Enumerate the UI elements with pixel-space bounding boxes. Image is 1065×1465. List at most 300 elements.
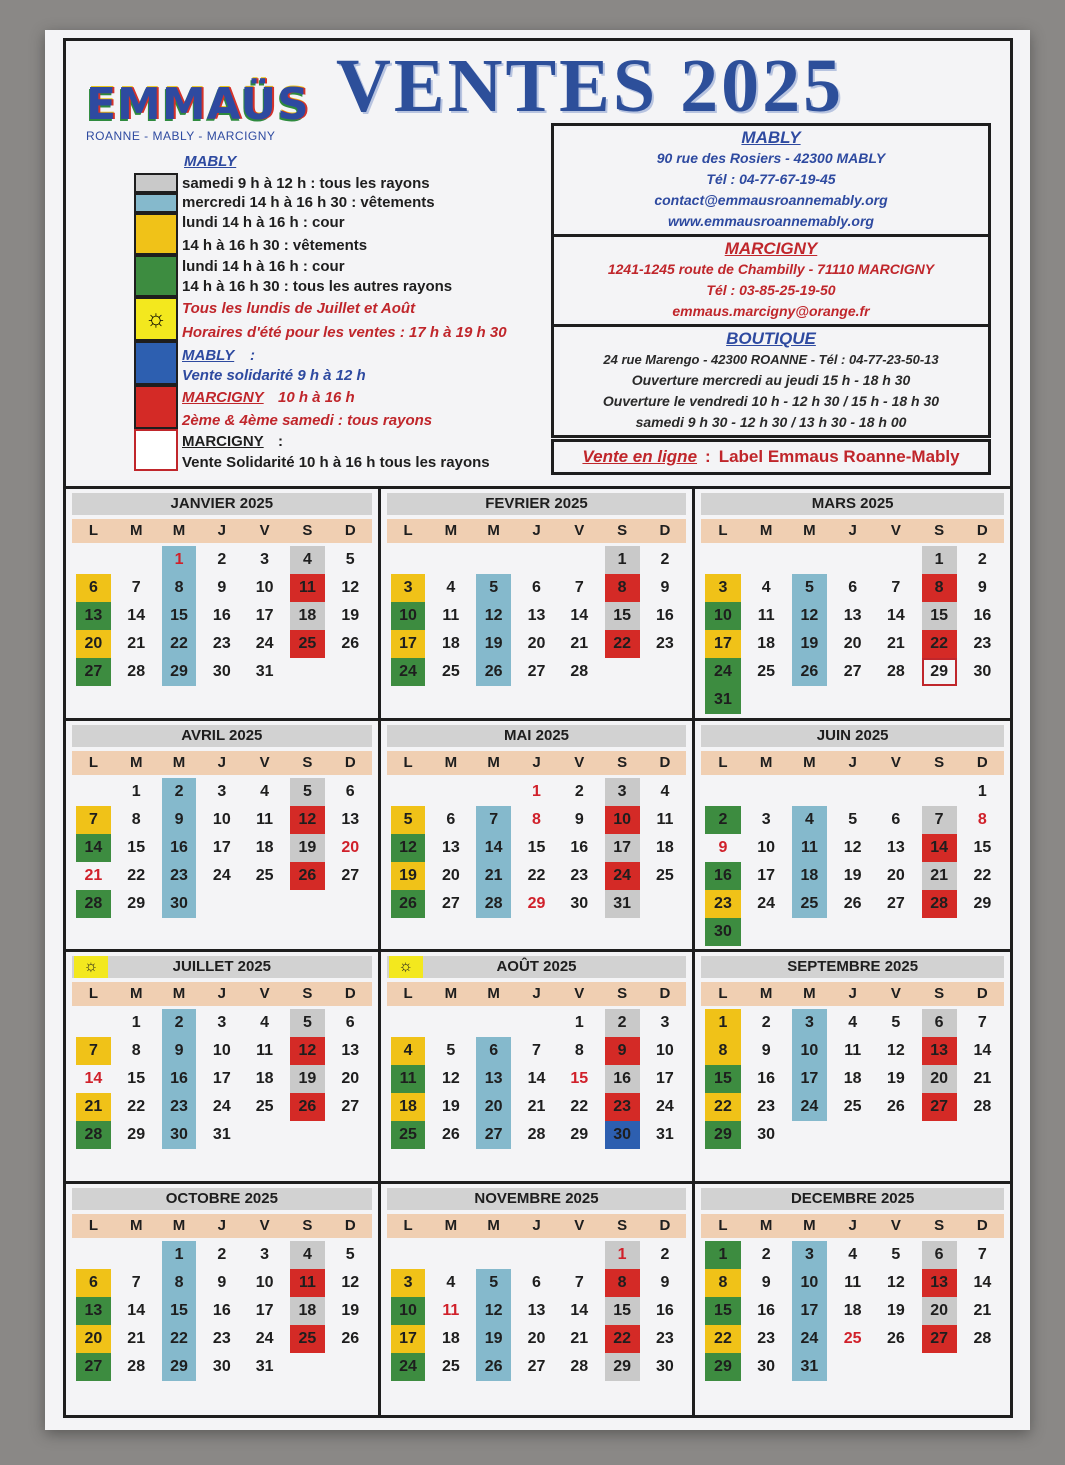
empty-cell <box>387 1009 430 1037</box>
day-cell: 17 <box>792 1297 827 1325</box>
day-cell: 9 <box>217 1273 227 1291</box>
day-cell: 27 <box>76 1353 111 1381</box>
weekday-header <box>387 751 687 775</box>
day-cell: 26 <box>843 894 862 912</box>
day-cell: 27 <box>922 1325 957 1353</box>
online-sale-separator: : <box>705 447 711 466</box>
day-cell: 14 <box>127 1301 146 1319</box>
day-cell: 29 <box>705 1353 740 1381</box>
weekday-label: V <box>890 753 901 771</box>
weekday-label: M <box>487 1216 500 1234</box>
empty-cell <box>387 546 430 574</box>
day-cell: 7 <box>131 579 141 596</box>
day-cell: 14 <box>886 607 905 624</box>
day-cell: 18 <box>792 862 827 890</box>
day-cell: 3 <box>605 778 640 806</box>
month-title <box>72 1188 372 1210</box>
empty-cell <box>558 1241 601 1269</box>
day-grid <box>387 1241 687 1381</box>
day-cell: 14 <box>76 834 111 862</box>
day-cell: 24 <box>705 658 740 686</box>
day-cell: 19 <box>441 1098 460 1115</box>
day-cell: 10 <box>255 579 274 596</box>
day-cell: 22 <box>127 1098 146 1115</box>
day-cell: 9 <box>162 806 197 834</box>
day-cell: 10 <box>212 1042 231 1059</box>
weekday-label: D <box>344 1216 356 1234</box>
month-name: DECEMBRE 2025 <box>790 1189 915 1207</box>
day-cell: 3 <box>391 574 426 602</box>
day-cell: 27 <box>341 1098 360 1115</box>
day-cell: 4 <box>391 1037 426 1065</box>
day-cell: 17 <box>656 1070 674 1087</box>
legend-item: 2ème & 4ème samedi : tous rayons <box>182 412 433 429</box>
day-cell: 3 <box>260 551 270 568</box>
day-cell: 4 <box>260 1014 270 1031</box>
day-cell: 19 <box>886 1070 905 1087</box>
day-cell: 31 <box>705 686 740 714</box>
weekday-label: D <box>344 753 356 771</box>
day-cell: 23 <box>757 1329 776 1347</box>
day-cell: 19 <box>391 862 426 890</box>
day-cell: 14 <box>527 1070 546 1087</box>
day-cell: 9 <box>660 579 670 596</box>
month-title <box>72 725 372 747</box>
day-cell: 10 <box>212 810 231 828</box>
day-cell: 1 <box>705 1009 740 1037</box>
swatch-green <box>134 255 178 297</box>
day-cell: 12 <box>476 1297 511 1325</box>
day-cell: 26 <box>290 1093 325 1121</box>
day-cell: 20 <box>341 838 360 856</box>
day-cell: 11 <box>256 1042 274 1059</box>
day-cell: 17 <box>391 1325 426 1353</box>
day-cell: 6 <box>532 1273 541 1291</box>
day-cell: 7 <box>76 1037 111 1065</box>
day-cell: 5 <box>290 1009 325 1037</box>
email-link[interactable]: contact@emmausroannemably.org <box>654 192 888 208</box>
day-cell: 3 <box>761 810 771 828</box>
day-cell: 12 <box>341 579 360 596</box>
month-title <box>387 493 687 515</box>
weekday-label: D <box>976 1216 988 1234</box>
weekday-label: V <box>574 753 585 771</box>
day-cell: 2 <box>705 806 740 834</box>
empty-cell <box>429 778 472 806</box>
day-cell: 10 <box>391 602 426 630</box>
day-cell: 15 <box>605 602 640 630</box>
month-calendar <box>66 721 381 953</box>
day-cell: 2 <box>605 1009 640 1037</box>
month-title <box>72 956 372 978</box>
weekday-label: M <box>444 985 458 1002</box>
day-cell: 7 <box>76 806 111 834</box>
weekday-label: V <box>574 1216 585 1234</box>
day-cell: 4 <box>260 782 270 800</box>
day-cell: 29 <box>527 894 546 912</box>
month-title <box>387 956 687 978</box>
day-cell: 16 <box>162 1065 197 1093</box>
month-calendar <box>66 952 381 1184</box>
day-cell: 13 <box>527 1301 546 1319</box>
empty-cell <box>831 546 874 574</box>
weekday-label: J <box>532 753 541 771</box>
day-cell: 7 <box>574 1273 584 1291</box>
day-cell: 27 <box>527 1357 546 1375</box>
day-grid <box>701 1241 1004 1381</box>
info-line: samedi 9 h 30 - 12 h 30 / 13 h 30 - 18 h 00 <box>635 414 907 430</box>
header: EMMAÜS ROANNE - MABLY - MARCIGNY VENTES 2025 MABLY ☼ samedi 9 h à 12 h : tous les rayons mercredi 14 h à 16 h 30 : vêtements lundi 14 h à 16 h : cour 14 h à 16 h 30 : vêtements lundi 14 h à 16 h : cour 14 h à 16 h 30 : tous les autres rayons Tous les lundis de Juillet et Août Horaires d'été pour les ventes : 17 h à 19 h 30 MABLY : Vente solidarité 9 h à 12 h MARCIGNY 10 h à 16 h 2ème & 4ème samedi : tous rayons MARCIGNY : Vente Solidarité 10 h à 16 h tous les rayons MABLY 90 rue des Rosiers - 42300 MABLY Tél : 04-77-67-19-45 contact@emmausroannemably.org www.emmausroannemably.org MARCIGNY 1241-1245 route de Chambilly - 71110 MARCIGNY Tél : 03-85-25-19-50 emmaus.marcigny@orange.fr BOUTIQUE 24 rue Marengo - 42300 ROANNE - Tél : 04-77-23-50-13 Ouverture mercredi au jeudi 15 h - 18 h 30 Ouverture le vendredi 10 h - 12 h 30 / 15 h - 18 h 30 samedi 9 h 30 - 12 h 30 / 13 h 30 - 18 h 00 Vente en ligne : Label Emmaus Roanne-Mably <box>66 41 1010 486</box>
legend-item: 14 h à 16 h 30 : vêtements <box>182 237 368 254</box>
day-cell: 18 <box>255 838 274 856</box>
day-cell: 17 <box>212 1070 231 1087</box>
month-name: FEVRIER 2025 <box>485 495 588 512</box>
day-cell: 26 <box>341 1329 360 1347</box>
empty-cell <box>918 778 961 806</box>
day-cell: 13 <box>886 838 905 856</box>
empty-cell <box>515 1009 558 1037</box>
emmaus-logo <box>86 79 326 143</box>
day-cell: 9 <box>605 1037 640 1065</box>
day-cell: 20 <box>843 635 862 652</box>
day-cell: 29 <box>162 1353 197 1381</box>
day-cell: 2 <box>574 782 584 800</box>
weekday-header <box>72 519 372 543</box>
day-cell: 6 <box>476 1037 511 1065</box>
day-cell: 20 <box>76 1325 111 1353</box>
empty-cell <box>701 546 744 574</box>
day-cell: 8 <box>162 574 197 602</box>
day-cell: 8 <box>532 810 541 828</box>
day-cell: 30 <box>705 918 740 946</box>
day-cell: 9 <box>761 1042 771 1059</box>
day-cell: 22 <box>127 866 146 884</box>
day-cell: 26 <box>476 1353 511 1381</box>
day-cell: 20 <box>527 1329 546 1347</box>
day-cell: 1 <box>705 1241 740 1269</box>
month-name: OCTOBRE 2025 <box>165 1189 278 1207</box>
day-cell: 4 <box>848 1245 858 1263</box>
day-cell: 27 <box>843 663 862 680</box>
day-cell: 23 <box>162 862 197 890</box>
day-cell: 10 <box>656 1042 674 1059</box>
weekday-label: J <box>532 522 541 539</box>
calendar-grid <box>66 486 1010 1415</box>
day-cell: 30 <box>212 1357 231 1375</box>
day-cell: 12 <box>441 1070 460 1087</box>
day-cell: 13 <box>922 1037 957 1065</box>
info-line: 24 rue Marengo - 42300 ROANNE - Tél : 04-77-23-50-13 <box>603 352 939 367</box>
day-cell: 17 <box>705 630 740 658</box>
weekday-label: V <box>890 522 901 539</box>
day-cell: 29 <box>127 1126 146 1143</box>
day-grid <box>72 1009 372 1149</box>
day-cell: 23 <box>757 1098 776 1115</box>
day-cell: 18 <box>757 635 776 652</box>
calendar-sheet <box>45 30 1030 1430</box>
day-cell: 13 <box>441 838 460 856</box>
day-cell: 29 <box>605 1353 640 1381</box>
weekday-label: M <box>129 1216 143 1234</box>
day-cell: 12 <box>792 602 827 630</box>
weekday-label: V <box>259 522 270 539</box>
day-cell: 1 <box>574 1014 584 1031</box>
day-cell: 22 <box>527 866 546 884</box>
day-cell: 10 <box>255 1273 274 1291</box>
online-sale-label: Vente en ligne <box>582 447 698 466</box>
day-cell: 7 <box>476 806 511 834</box>
day-cell: 9 <box>977 579 987 596</box>
weekday-label: S <box>617 522 628 539</box>
empty-cell <box>72 778 115 806</box>
legend-item: Tous les lundis de Juillet et Août <box>182 300 416 317</box>
day-cell: 2 <box>761 1245 771 1263</box>
email-link[interactable]: emmaus.marcigny@orange.fr <box>672 303 870 319</box>
day-grid <box>387 1009 687 1149</box>
day-cell: 28 <box>973 1329 992 1347</box>
day-cell: 27 <box>476 1121 511 1149</box>
day-cell: 12 <box>290 806 325 834</box>
day-cell: 19 <box>290 834 325 862</box>
weekday-header <box>701 519 1004 543</box>
day-cell: 31 <box>792 1353 827 1381</box>
weekday-label: M <box>129 753 143 771</box>
weekday-label: M <box>172 753 186 771</box>
day-cell: 19 <box>341 607 360 624</box>
day-cell: 22 <box>922 630 957 658</box>
day-cell: 26 <box>792 658 827 686</box>
day-cell: 7 <box>922 806 957 834</box>
month-calendar <box>381 721 696 953</box>
day-cell: 25 <box>843 1329 862 1347</box>
month-title <box>387 1188 687 1210</box>
day-cell: 26 <box>886 1098 905 1115</box>
day-cell: 30 <box>757 1126 776 1143</box>
info-boutique-title: BOUTIQUE <box>726 329 816 348</box>
empty-cell <box>72 1241 115 1269</box>
month-title <box>72 493 372 515</box>
day-cell: 28 <box>570 663 589 680</box>
day-cell: 8 <box>574 1042 584 1059</box>
day-cell: 25 <box>255 866 274 884</box>
day-cell: 22 <box>705 1325 740 1353</box>
day-cell: 21 <box>527 1098 546 1115</box>
weekday-label: V <box>574 985 585 1002</box>
empty-cell <box>72 546 115 574</box>
day-cell: 6 <box>891 810 901 828</box>
day-cell: 14 <box>476 834 511 862</box>
day-cell: 30 <box>570 894 589 912</box>
day-cell: 25 <box>843 1098 862 1115</box>
month-name: MAI 2025 <box>503 726 570 744</box>
day-cell: 28 <box>973 1098 992 1115</box>
weekday-label: J <box>532 1216 541 1234</box>
day-cell: 15 <box>127 838 146 856</box>
day-cell: 10 <box>757 838 776 856</box>
day-cell: 16 <box>605 1065 640 1093</box>
day-cell: 1 <box>605 546 640 574</box>
day-grid <box>701 778 1004 946</box>
day-cell: 3 <box>217 782 227 800</box>
info-line: 1241-1245 route de Chambilly - 71110 MARCIGNY <box>607 261 935 277</box>
weekday-label: M <box>172 1216 186 1234</box>
day-cell: 9 <box>660 1273 670 1291</box>
info-line: Ouverture le vendredi 10 h - 12 h 30 / 15 h - 18 h 30 <box>602 393 940 409</box>
day-cell: 31 <box>656 1126 674 1143</box>
day-cell: 11 <box>442 1301 460 1319</box>
day-cell: 28 <box>570 1357 589 1375</box>
day-cell: 26 <box>341 635 360 652</box>
empty-cell <box>72 1009 115 1037</box>
day-cell: 18 <box>391 1093 426 1121</box>
month-title <box>387 725 687 747</box>
day-cell: 3 <box>792 1241 827 1269</box>
day-cell: 2 <box>977 551 987 568</box>
day-grid <box>701 546 1004 714</box>
day-cell: 27 <box>527 663 546 680</box>
day-cell: 18 <box>441 635 460 652</box>
online-sale <box>551 439 991 475</box>
day-cell: 12 <box>290 1037 325 1065</box>
day-cell: 13 <box>476 1065 511 1093</box>
sun-icon: ☼ <box>134 297 178 341</box>
day-cell: 26 <box>886 1329 905 1347</box>
day-cell: 29 <box>570 1126 589 1143</box>
day-cell: 20 <box>476 1093 511 1121</box>
day-cell: 14 <box>570 607 589 624</box>
empty-cell <box>387 1241 430 1269</box>
day-cell: 19 <box>341 1301 360 1319</box>
weekday-label: V <box>259 753 270 771</box>
day-cell: 11 <box>757 607 775 624</box>
month-calendar <box>695 721 1010 953</box>
day-cell: 31 <box>212 1126 231 1143</box>
day-cell: 21 <box>570 635 589 652</box>
weekday-label: M <box>759 522 773 539</box>
month-name: JANVIER 2025 <box>170 495 274 512</box>
day-cell: 4 <box>446 579 456 596</box>
day-cell: 20 <box>341 1070 360 1087</box>
day-cell: 27 <box>341 866 360 884</box>
online-sale-value[interactable]: Label Emmaus Roanne-Mably <box>718 447 960 466</box>
day-cell: 25 <box>792 890 827 918</box>
weekday-header <box>72 982 372 1006</box>
day-cell: 16 <box>973 607 992 624</box>
legend-item: lundi 14 h à 16 h : cour <box>182 214 345 231</box>
day-cell: 28 <box>527 1126 546 1143</box>
day-cell: 16 <box>162 834 197 862</box>
day-cell: 20 <box>76 630 111 658</box>
day-cell: 17 <box>792 1065 827 1093</box>
info-marcigny <box>554 237 988 327</box>
day-cell: 19 <box>792 630 827 658</box>
day-cell: 13 <box>843 607 862 624</box>
day-cell: 21 <box>570 1329 589 1347</box>
day-cell: 5 <box>345 1245 355 1263</box>
day-cell: 1 <box>162 546 197 574</box>
weekday-label: D <box>659 985 671 1002</box>
day-cell: 12 <box>886 1042 905 1059</box>
day-cell: 18 <box>290 602 325 630</box>
day-cell: 23 <box>705 890 740 918</box>
legend-item: lundi 14 h à 16 h : cour <box>182 258 345 275</box>
weekday-label: M <box>803 1216 816 1234</box>
weekday-label: D <box>344 985 356 1002</box>
weekday-label: S <box>934 985 945 1002</box>
day-cell: 16 <box>656 607 674 624</box>
day-cell: 17 <box>255 1301 274 1319</box>
day-cell: 2 <box>660 1245 670 1263</box>
day-cell: 11 <box>391 1065 426 1093</box>
day-cell: 30 <box>605 1121 640 1149</box>
weekday-label: L <box>403 1216 413 1234</box>
day-cell: 14 <box>570 1301 589 1319</box>
day-cell: 23 <box>656 1329 674 1347</box>
website-link[interactable]: www.emmausroannemably.org <box>668 213 874 229</box>
info-line: 90 rue des Rosiers - 42300 MABLY <box>656 150 886 166</box>
day-cell: 3 <box>792 1009 827 1037</box>
day-grid <box>701 1009 1004 1149</box>
day-cell: 25 <box>441 1357 460 1375</box>
day-cell: 31 <box>255 663 274 680</box>
weekday-label: M <box>444 1216 458 1234</box>
month-calendar <box>381 489 696 721</box>
month-title <box>701 956 1004 978</box>
empty-cell <box>745 546 788 574</box>
day-cell: 26 <box>290 862 325 890</box>
day-cell: 13 <box>527 607 546 624</box>
day-cell: 16 <box>212 1301 231 1319</box>
weekday-label: J <box>217 522 226 539</box>
empty-cell <box>831 778 874 806</box>
empty-cell <box>387 778 430 806</box>
day-cell: 23 <box>212 635 231 652</box>
day-cell: 22 <box>973 866 992 884</box>
sun-icon: ☼ <box>389 956 423 978</box>
day-grid <box>72 778 372 918</box>
day-cell: 16 <box>757 1301 776 1319</box>
day-cell: 3 <box>217 1014 227 1031</box>
day-cell: 2 <box>761 1014 771 1031</box>
day-cell: 18 <box>656 838 674 856</box>
empty-cell <box>745 778 788 806</box>
weekday-label: D <box>976 985 988 1002</box>
day-cell: 2 <box>162 1009 197 1037</box>
day-cell: 9 <box>217 579 227 596</box>
legend-item: Horaires d'été pour les ventes : 17 h à 19 h 30 <box>182 324 507 341</box>
empty-cell <box>472 778 515 806</box>
day-cell: 30 <box>162 890 197 918</box>
month-calendar <box>66 1184 381 1416</box>
legend-item: MARCIGNY <box>182 433 264 450</box>
day-cell: 23 <box>973 635 992 652</box>
legend-item: samedi 9 h à 12 h : tous les rayons <box>182 175 430 192</box>
day-cell: 24 <box>605 862 640 890</box>
day-cell: 29 <box>127 894 146 912</box>
day-cell: 21 <box>84 866 103 884</box>
day-cell: 7 <box>532 1042 541 1059</box>
swatch-lightblue <box>134 193 178 213</box>
empty-cell <box>701 778 744 806</box>
weekday-header <box>72 751 372 775</box>
day-cell: 22 <box>705 1093 740 1121</box>
day-cell: 15 <box>162 1297 197 1325</box>
day-cell: 7 <box>977 1245 987 1263</box>
empty-cell <box>874 546 917 574</box>
day-cell: 29 <box>705 1121 740 1149</box>
weekday-label: J <box>217 1216 226 1234</box>
day-cell: 5 <box>345 551 355 568</box>
